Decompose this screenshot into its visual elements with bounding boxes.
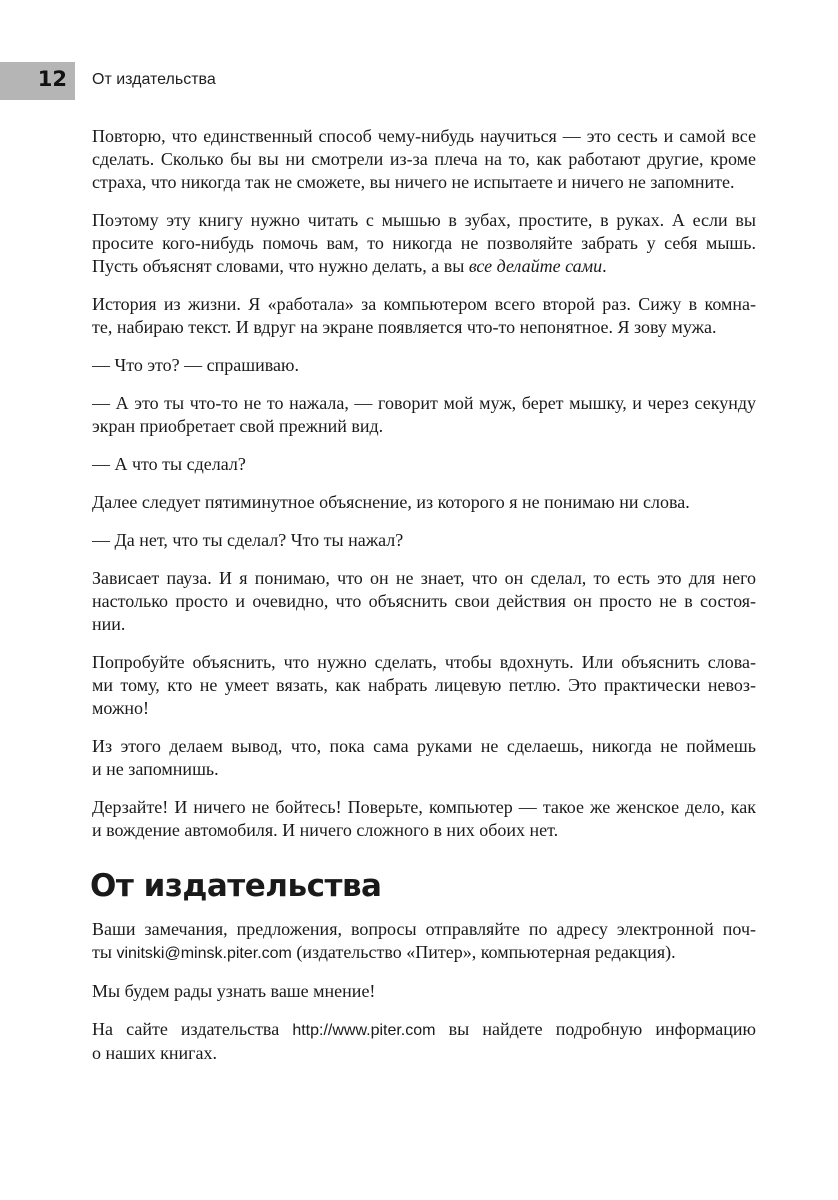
- text: сделать. Сколько бы вы ни смотрели из-за плеча на то, как работают другие, кроме: [92, 149, 756, 169]
- paragraph: [92, 392, 756, 438]
- paragraph: [92, 651, 756, 720]
- running-title: От издательства: [92, 71, 216, 88]
- text-line: [92, 819, 756, 842]
- text-line: [92, 674, 756, 697]
- page-number-box: [0, 62, 75, 100]
- text: История из жизни. Я «работала» за компьютером всего второй раз. Сижу в комна-: [92, 294, 756, 314]
- text-line: [92, 255, 756, 278]
- text-line: [92, 941, 756, 965]
- text: .: [602, 256, 607, 276]
- paragraph: [92, 491, 756, 514]
- paragraph: [92, 980, 756, 1003]
- page-body: [92, 125, 756, 1080]
- text: — А это ты что-то не то нажала, — говорит мой муж, берет мышку, и через секунду: [92, 393, 756, 413]
- text: можно!: [92, 698, 150, 718]
- text-line: [92, 148, 756, 171]
- paragraph: [92, 1018, 756, 1065]
- paragraph: [92, 125, 756, 194]
- paragraph: [92, 735, 756, 781]
- text-line: [92, 1042, 756, 1065]
- text: — Что это? — спрашиваю.: [92, 355, 299, 375]
- text-line: [92, 354, 756, 377]
- text-line: [92, 758, 756, 781]
- text-line: [92, 392, 756, 415]
- text-line: [92, 171, 756, 194]
- text: — Да нет, что ты сделал? Что ты нажал?: [92, 530, 404, 550]
- text: Мы будем рады узнать ваше мнение!: [92, 981, 376, 1001]
- text-line: [92, 293, 756, 316]
- text: страха, что никогда так не сможете, вы ничего не испытаете и ничего не запомните.: [92, 172, 735, 192]
- section-paragraphs: [92, 918, 756, 1065]
- page-number: 12: [37, 67, 67, 91]
- paragraph: [92, 529, 756, 552]
- text: Из этого делаем вывод, что, пока сама руками не сделаешь, никогда не поймешь: [92, 736, 756, 756]
- text: Далее следует пятиминутное объяснение, из которого я не понимаю ни слова.: [92, 492, 690, 512]
- text: вы найдете подробную информацию: [435, 1019, 756, 1039]
- text-line: [92, 697, 756, 720]
- emphasis-text: все делайте сами: [468, 256, 603, 276]
- text: настолько просто и очевидно, что объяснить свои действия он просто не в состоя-: [92, 591, 756, 611]
- text: Пусть объяснят словами, что нужно делать, а вы: [92, 256, 469, 276]
- body-paragraphs: [92, 125, 756, 842]
- text: ты: [92, 942, 117, 962]
- text-line: [92, 415, 756, 438]
- link[interactable]: vinitski@minsk.piter.com: [116, 945, 292, 962]
- text-line: [92, 735, 756, 758]
- text: Дерзайте! И ничего не бойтесь! Поверьте, компьютер — такое же женское дело, как: [92, 797, 756, 817]
- paragraph: [92, 354, 756, 377]
- paragraph: [92, 567, 756, 636]
- text: экран приобретает свой прежний вид.: [92, 416, 384, 436]
- section-heading: От издательства: [90, 868, 382, 904]
- text: те, набираю текст. И вдруг на экране появляется что-то непонятное. Я зову мужа.: [92, 317, 717, 337]
- text: Ваши замечания, предложения, вопросы отправляйте по адресу электронной поч-: [92, 919, 756, 939]
- text: На сайте издательства: [92, 1019, 293, 1039]
- paragraph: [92, 453, 756, 476]
- text: ми тому, кто не умеет вязать, как набрать лицевую петлю. Это практически невоз-: [92, 675, 756, 695]
- paragraph: [92, 209, 756, 278]
- text: — А что ты сделал?: [92, 454, 246, 474]
- text-line: [92, 491, 756, 514]
- text-line: [92, 567, 756, 590]
- paragraph: [92, 918, 756, 965]
- text-line: [92, 529, 756, 552]
- text-line: [92, 453, 756, 476]
- text-line: [92, 1018, 756, 1042]
- text-line: [92, 918, 756, 941]
- text: просите кого-нибудь помочь вам, то никогда не позволяйте забрать у себя мышь.: [92, 233, 756, 253]
- text-line: [92, 651, 756, 674]
- text-line: [92, 796, 756, 819]
- link[interactable]: http://www.piter.com: [292, 1022, 436, 1039]
- text-line: [92, 125, 756, 148]
- text-line: [92, 980, 756, 1003]
- text-line: [92, 316, 756, 339]
- text: Повторю, что единственный способ чему-нибудь научиться — это сесть и самой все: [92, 126, 756, 146]
- text: (издательство «Питер», компьютерная редакция).: [291, 942, 676, 962]
- text-line: [92, 209, 756, 232]
- text: нии.: [92, 614, 126, 634]
- text: Зависает пауза. И я понимаю, что он не знает, что он сделал, то есть это для него: [92, 568, 756, 588]
- text: о наших книгах.: [92, 1043, 217, 1063]
- paragraph: [92, 293, 756, 339]
- text: и не запомнишь.: [92, 759, 219, 779]
- text: Попробуйте объяснить, что нужно сделать, чтобы вдохнуть. Или объяснить слова-: [92, 652, 756, 672]
- text-line: [92, 613, 756, 636]
- text: и вождение автомобиля. И ничего сложного в них обоих нет.: [92, 820, 559, 840]
- text: Поэтому эту книгу нужно читать с мышью в зубах, простите, в руках. А если вы: [92, 210, 756, 230]
- paragraph: [92, 796, 756, 842]
- text-line: [92, 232, 756, 255]
- text-line: [92, 590, 756, 613]
